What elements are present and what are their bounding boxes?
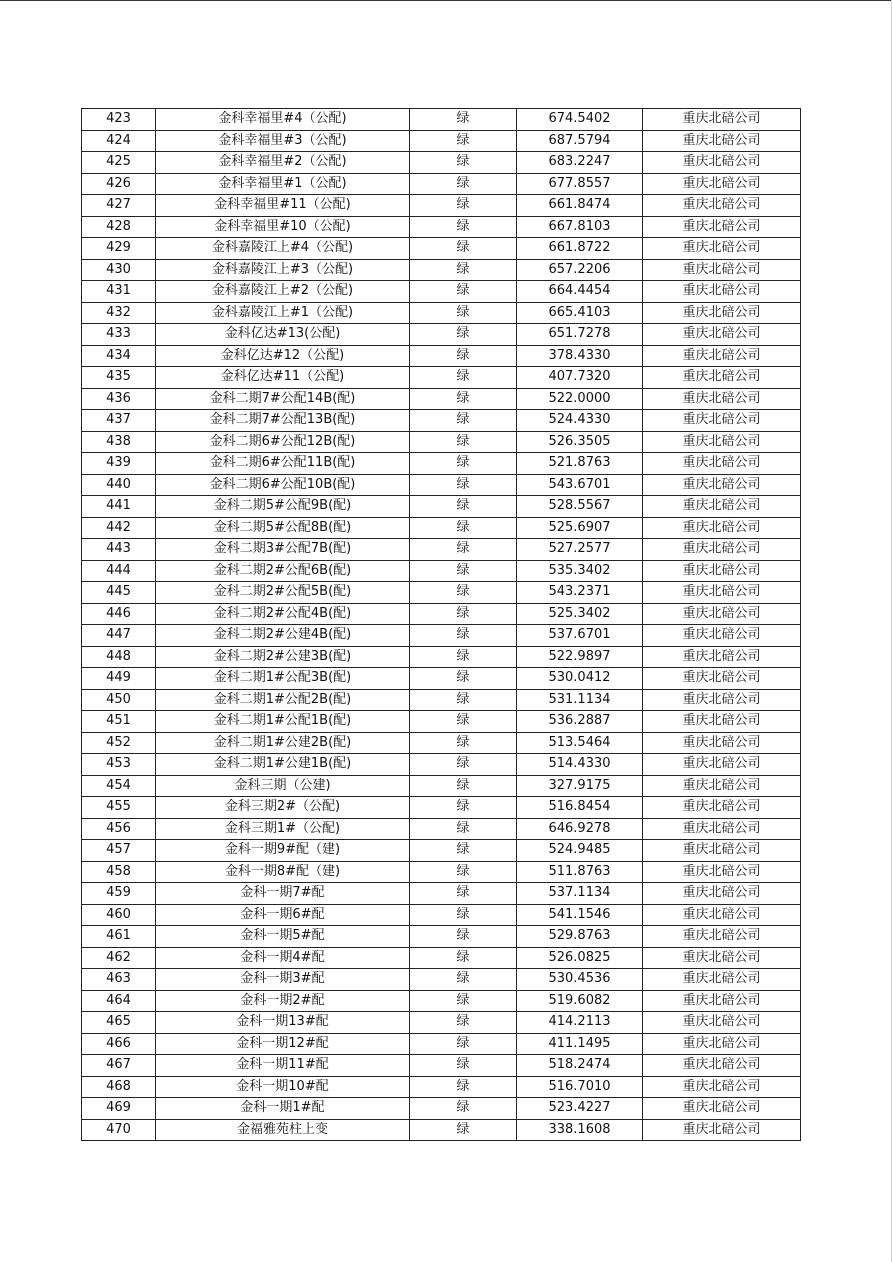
station-name-cell: 金科二期2#公建4B(配) [156, 625, 410, 647]
company-cell: 重庆北碚公司 [643, 947, 801, 969]
table-row [82, 302, 801, 324]
value-cell: 674.5402 [517, 109, 643, 131]
company-cell: 重庆北碚公司 [643, 797, 801, 819]
value-cell: 523.4227 [517, 1098, 643, 1120]
value-cell: 664.4454 [517, 281, 643, 303]
value-cell: 531.1134 [517, 689, 643, 711]
row-number-cell: 452 [82, 732, 156, 754]
table-body [82, 109, 801, 1141]
row-number-cell: 457 [82, 840, 156, 862]
row-number-cell: 441 [82, 496, 156, 518]
value-cell: 526.0825 [517, 947, 643, 969]
station-name-cell: 金科二期1#公配1B(配) [156, 711, 410, 733]
category-cell: 绿 [410, 754, 517, 776]
value-cell: 657.2206 [517, 259, 643, 281]
station-name-cell: 金科二期6#公配10B(配) [156, 474, 410, 496]
category-cell: 绿 [410, 281, 517, 303]
row-number-cell: 428 [82, 216, 156, 238]
table-row [82, 216, 801, 238]
company-cell: 重庆北碚公司 [643, 818, 801, 840]
station-name-cell: 金科一期13#配 [156, 1012, 410, 1034]
value-cell: 527.2577 [517, 539, 643, 561]
row-number-cell: 458 [82, 861, 156, 883]
table-row [82, 517, 801, 539]
category-cell: 绿 [410, 775, 517, 797]
row-number-cell: 427 [82, 195, 156, 217]
row-number-cell: 469 [82, 1098, 156, 1120]
value-cell: 414.2113 [517, 1012, 643, 1034]
station-name-cell: 金科一期6#配 [156, 904, 410, 926]
company-cell: 重庆北碚公司 [643, 517, 801, 539]
category-cell: 绿 [410, 947, 517, 969]
table-row [82, 904, 801, 926]
value-cell: 524.9485 [517, 840, 643, 862]
company-cell: 重庆北碚公司 [643, 302, 801, 324]
value-cell: 530.4536 [517, 969, 643, 991]
station-name-cell: 金科幸福里#2（公配) [156, 152, 410, 174]
row-number-cell: 446 [82, 603, 156, 625]
station-name-cell: 金科二期2#公配5B(配) [156, 582, 410, 604]
station-name-cell: 金科二期5#公配8B(配) [156, 517, 410, 539]
company-cell: 重庆北碚公司 [643, 1076, 801, 1098]
station-name-cell: 金科一期1#配 [156, 1098, 410, 1120]
company-cell: 重庆北碚公司 [643, 689, 801, 711]
station-name-cell: 金科一期12#配 [156, 1033, 410, 1055]
company-cell: 重庆北碚公司 [643, 603, 801, 625]
company-cell: 重庆北碚公司 [643, 474, 801, 496]
row-number-cell: 464 [82, 990, 156, 1012]
row-number-cell: 429 [82, 238, 156, 260]
station-name-cell: 金科二期7#公配14B(配) [156, 388, 410, 410]
category-cell: 绿 [410, 109, 517, 131]
station-name-cell: 金科三期2#（公配) [156, 797, 410, 819]
value-cell: 529.8763 [517, 926, 643, 948]
station-name-cell: 金科幸福里#11（公配) [156, 195, 410, 217]
row-number-cell: 449 [82, 668, 156, 690]
row-number-cell: 425 [82, 152, 156, 174]
value-cell: 518.2474 [517, 1055, 643, 1077]
category-cell: 绿 [410, 840, 517, 862]
category-cell: 绿 [410, 990, 517, 1012]
station-name-cell: 金科三期（公建) [156, 775, 410, 797]
table-row [82, 646, 801, 668]
value-cell: 526.3505 [517, 431, 643, 453]
table-row [82, 410, 801, 432]
row-number-cell: 467 [82, 1055, 156, 1077]
station-name-cell: 金科一期5#配 [156, 926, 410, 948]
category-cell: 绿 [410, 883, 517, 905]
station-name-cell: 金科二期2#公配6B(配) [156, 560, 410, 582]
station-name-cell: 金科二期1#公配3B(配) [156, 668, 410, 690]
category-cell: 绿 [410, 453, 517, 475]
value-cell: 537.1134 [517, 883, 643, 905]
value-cell: 543.6701 [517, 474, 643, 496]
category-cell: 绿 [410, 1076, 517, 1098]
company-cell: 重庆北碚公司 [643, 496, 801, 518]
table-row [82, 173, 801, 195]
table-row [82, 861, 801, 883]
category-cell: 绿 [410, 711, 517, 733]
company-cell: 重庆北碚公司 [643, 1055, 801, 1077]
row-number-cell: 451 [82, 711, 156, 733]
value-cell: 522.9897 [517, 646, 643, 668]
value-cell: 683.2247 [517, 152, 643, 174]
category-cell: 绿 [410, 1012, 517, 1034]
page-top-border [0, 0, 892, 1]
company-cell: 重庆北碚公司 [643, 582, 801, 604]
company-cell: 重庆北碚公司 [643, 539, 801, 561]
company-cell: 重庆北碚公司 [643, 453, 801, 475]
company-cell: 重庆北碚公司 [643, 1119, 801, 1141]
company-cell: 重庆北碚公司 [643, 775, 801, 797]
station-name-cell: 金科二期1#公建1B(配) [156, 754, 410, 776]
table-row [82, 431, 801, 453]
company-cell: 重庆北碚公司 [643, 238, 801, 260]
category-cell: 绿 [410, 152, 517, 174]
company-cell: 重庆北碚公司 [643, 431, 801, 453]
company-cell: 重庆北碚公司 [643, 711, 801, 733]
category-cell: 绿 [410, 1055, 517, 1077]
value-cell: 378.4330 [517, 345, 643, 367]
row-number-cell: 454 [82, 775, 156, 797]
value-cell: 687.5794 [517, 130, 643, 152]
value-cell: 535.3402 [517, 560, 643, 582]
category-cell: 绿 [410, 689, 517, 711]
category-cell: 绿 [410, 904, 517, 926]
value-cell: 677.8557 [517, 173, 643, 195]
row-number-cell: 434 [82, 345, 156, 367]
station-name-cell: 金科一期9#配（建) [156, 840, 410, 862]
category-cell: 绿 [410, 818, 517, 840]
row-number-cell: 461 [82, 926, 156, 948]
value-cell: 667.8103 [517, 216, 643, 238]
station-name-cell: 金科二期6#公配12B(配) [156, 431, 410, 453]
table-row [82, 1055, 801, 1077]
value-cell: 646.9278 [517, 818, 643, 840]
company-cell: 重庆北碚公司 [643, 840, 801, 862]
station-name-cell: 金科一期3#配 [156, 969, 410, 991]
table-row [82, 474, 801, 496]
table-row [82, 990, 801, 1012]
row-number-cell: 447 [82, 625, 156, 647]
category-cell: 绿 [410, 797, 517, 819]
value-cell: 528.5567 [517, 496, 643, 518]
station-name-cell: 金科一期4#配 [156, 947, 410, 969]
station-name-cell: 金科嘉陵江上#1（公配) [156, 302, 410, 324]
company-cell: 重庆北碚公司 [643, 904, 801, 926]
table-row [82, 281, 801, 303]
table-row [82, 969, 801, 991]
company-cell: 重庆北碚公司 [643, 990, 801, 1012]
table-row [82, 453, 801, 475]
row-number-cell: 456 [82, 818, 156, 840]
company-cell: 重庆北碚公司 [643, 1012, 801, 1034]
category-cell: 绿 [410, 1119, 517, 1141]
company-cell: 重庆北碚公司 [643, 216, 801, 238]
table-row [82, 883, 801, 905]
category-cell: 绿 [410, 173, 517, 195]
category-cell: 绿 [410, 625, 517, 647]
company-cell: 重庆北碚公司 [643, 1098, 801, 1120]
row-number-cell: 444 [82, 560, 156, 582]
value-cell: 537.6701 [517, 625, 643, 647]
company-cell: 重庆北碚公司 [643, 732, 801, 754]
station-name-cell: 金科一期7#配 [156, 883, 410, 905]
value-cell: 536.2887 [517, 711, 643, 733]
row-number-cell: 448 [82, 646, 156, 668]
category-cell: 绿 [410, 431, 517, 453]
table-row [82, 818, 801, 840]
row-number-cell: 442 [82, 517, 156, 539]
table-row [82, 324, 801, 346]
station-name-cell: 金科三期1#（公配) [156, 818, 410, 840]
category-cell: 绿 [410, 324, 517, 346]
value-cell: 338.1608 [517, 1119, 643, 1141]
table-row [82, 539, 801, 561]
table-row [82, 732, 801, 754]
station-name-cell: 金科亿达#11（公配) [156, 367, 410, 389]
value-cell: 661.8722 [517, 238, 643, 260]
value-cell: 661.8474 [517, 195, 643, 217]
station-name-cell: 金科二期1#公建2B(配) [156, 732, 410, 754]
category-cell: 绿 [410, 517, 517, 539]
value-cell: 651.7278 [517, 324, 643, 346]
row-number-cell: 470 [82, 1119, 156, 1141]
company-cell: 重庆北碚公司 [643, 130, 801, 152]
station-name-cell: 金科二期2#公配4B(配) [156, 603, 410, 625]
company-cell: 重庆北碚公司 [643, 195, 801, 217]
row-number-cell: 433 [82, 324, 156, 346]
company-cell: 重庆北碚公司 [643, 324, 801, 346]
table-row [82, 195, 801, 217]
company-cell: 重庆北碚公司 [643, 646, 801, 668]
row-number-cell: 424 [82, 130, 156, 152]
row-number-cell: 460 [82, 904, 156, 926]
station-name-cell: 金科幸福里#3（公配) [156, 130, 410, 152]
station-name-cell: 金科二期3#公配7B(配) [156, 539, 410, 561]
row-number-cell: 437 [82, 410, 156, 432]
table-row [82, 1076, 801, 1098]
table-row [82, 345, 801, 367]
value-cell: 665.4103 [517, 302, 643, 324]
value-cell: 524.4330 [517, 410, 643, 432]
company-cell: 重庆北碚公司 [643, 883, 801, 905]
company-cell: 重庆北碚公司 [643, 388, 801, 410]
category-cell: 绿 [410, 539, 517, 561]
row-number-cell: 455 [82, 797, 156, 819]
station-name-cell: 金科一期8#配（建) [156, 861, 410, 883]
station-name-cell: 金科亿达#13(公配) [156, 324, 410, 346]
table-row [82, 560, 801, 582]
table-row [82, 1098, 801, 1120]
row-number-cell: 465 [82, 1012, 156, 1034]
category-cell: 绿 [410, 474, 517, 496]
row-number-cell: 463 [82, 969, 156, 991]
value-cell: 327.9175 [517, 775, 643, 797]
company-cell: 重庆北碚公司 [643, 345, 801, 367]
row-number-cell: 466 [82, 1033, 156, 1055]
value-cell: 513.5464 [517, 732, 643, 754]
category-cell: 绿 [410, 1098, 517, 1120]
row-number-cell: 438 [82, 431, 156, 453]
company-cell: 重庆北碚公司 [643, 754, 801, 776]
category-cell: 绿 [410, 195, 517, 217]
value-cell: 407.7320 [517, 367, 643, 389]
table-row [82, 754, 801, 776]
table-row [82, 603, 801, 625]
table-row [82, 582, 801, 604]
table-row [82, 238, 801, 260]
category-cell: 绿 [410, 410, 517, 432]
station-name-cell: 金福雅苑柱上变 [156, 1119, 410, 1141]
station-name-cell: 金科二期7#公配13B(配) [156, 410, 410, 432]
category-cell: 绿 [410, 216, 517, 238]
station-name-cell: 金科嘉陵江上#2（公配) [156, 281, 410, 303]
table-row [82, 496, 801, 518]
row-number-cell: 450 [82, 689, 156, 711]
category-cell: 绿 [410, 560, 517, 582]
category-cell: 绿 [410, 302, 517, 324]
row-number-cell: 440 [82, 474, 156, 496]
row-number-cell: 432 [82, 302, 156, 324]
table-row [82, 797, 801, 819]
category-cell: 绿 [410, 582, 517, 604]
value-cell: 521.8763 [517, 453, 643, 475]
category-cell: 绿 [410, 969, 517, 991]
value-cell: 541.1546 [517, 904, 643, 926]
table-row [82, 388, 801, 410]
row-number-cell: 431 [82, 281, 156, 303]
table-row [82, 840, 801, 862]
category-cell: 绿 [410, 603, 517, 625]
company-cell: 重庆北碚公司 [643, 926, 801, 948]
category-cell: 绿 [410, 668, 517, 690]
station-name-cell: 金科嘉陵江上#3（公配) [156, 259, 410, 281]
table-row [82, 130, 801, 152]
row-number-cell: 430 [82, 259, 156, 281]
data-table [81, 108, 801, 1141]
table-row [82, 926, 801, 948]
company-cell: 重庆北碚公司 [643, 560, 801, 582]
station-name-cell: 金科一期2#配 [156, 990, 410, 1012]
station-name-cell: 金科一期11#配 [156, 1055, 410, 1077]
value-cell: 525.3402 [517, 603, 643, 625]
category-cell: 绿 [410, 1033, 517, 1055]
category-cell: 绿 [410, 496, 517, 518]
station-name-cell: 金科二期1#公配2B(配) [156, 689, 410, 711]
table-row [82, 1033, 801, 1055]
company-cell: 重庆北碚公司 [643, 625, 801, 647]
value-cell: 516.7010 [517, 1076, 643, 1098]
station-name-cell: 金科嘉陵江上#4（公配) [156, 238, 410, 260]
table-row [82, 625, 801, 647]
company-cell: 重庆北碚公司 [643, 281, 801, 303]
station-name-cell: 金科二期5#公配9B(配) [156, 496, 410, 518]
value-cell: 519.6082 [517, 990, 643, 1012]
station-name-cell: 金科幸福里#10（公配) [156, 216, 410, 238]
company-cell: 重庆北碚公司 [643, 1033, 801, 1055]
station-name-cell: 金科亿达#12（公配) [156, 345, 410, 367]
value-cell: 530.0412 [517, 668, 643, 690]
category-cell: 绿 [410, 732, 517, 754]
company-cell: 重庆北碚公司 [643, 969, 801, 991]
row-number-cell: 423 [82, 109, 156, 131]
category-cell: 绿 [410, 861, 517, 883]
station-name-cell: 金科幸福里#4（公配) [156, 109, 410, 131]
station-name-cell: 金科一期10#配 [156, 1076, 410, 1098]
row-number-cell: 445 [82, 582, 156, 604]
category-cell: 绿 [410, 388, 517, 410]
row-number-cell: 468 [82, 1076, 156, 1098]
value-cell: 511.8763 [517, 861, 643, 883]
company-cell: 重庆北碚公司 [643, 259, 801, 281]
station-name-cell: 金科二期6#公配11B(配) [156, 453, 410, 475]
row-number-cell: 439 [82, 453, 156, 475]
table-row [82, 775, 801, 797]
value-cell: 411.1495 [517, 1033, 643, 1055]
table-row [82, 1012, 801, 1034]
table-row [82, 109, 801, 131]
table-row [82, 711, 801, 733]
row-number-cell: 453 [82, 754, 156, 776]
company-cell: 重庆北碚公司 [643, 410, 801, 432]
value-cell: 543.2371 [517, 582, 643, 604]
value-cell: 514.4330 [517, 754, 643, 776]
table-row [82, 152, 801, 174]
value-cell: 522.0000 [517, 388, 643, 410]
row-number-cell: 435 [82, 367, 156, 389]
row-number-cell: 426 [82, 173, 156, 195]
company-cell: 重庆北碚公司 [643, 367, 801, 389]
table-row [82, 947, 801, 969]
row-number-cell: 459 [82, 883, 156, 905]
category-cell: 绿 [410, 646, 517, 668]
table-row [82, 689, 801, 711]
table-row [82, 668, 801, 690]
company-cell: 重庆北碚公司 [643, 152, 801, 174]
value-cell: 525.6907 [517, 517, 643, 539]
row-number-cell: 462 [82, 947, 156, 969]
category-cell: 绿 [410, 367, 517, 389]
category-cell: 绿 [410, 238, 517, 260]
row-number-cell: 443 [82, 539, 156, 561]
station-name-cell: 金科幸福里#1（公配) [156, 173, 410, 195]
company-cell: 重庆北碚公司 [643, 861, 801, 883]
company-cell: 重庆北碚公司 [643, 109, 801, 131]
category-cell: 绿 [410, 345, 517, 367]
value-cell: 516.8454 [517, 797, 643, 819]
category-cell: 绿 [410, 926, 517, 948]
table-row [82, 259, 801, 281]
table-row [82, 367, 801, 389]
company-cell: 重庆北碚公司 [643, 668, 801, 690]
category-cell: 绿 [410, 259, 517, 281]
station-name-cell: 金科二期2#公建3B(配) [156, 646, 410, 668]
company-cell: 重庆北碚公司 [643, 173, 801, 195]
table-row [82, 1119, 801, 1141]
category-cell: 绿 [410, 130, 517, 152]
row-number-cell: 436 [82, 388, 156, 410]
